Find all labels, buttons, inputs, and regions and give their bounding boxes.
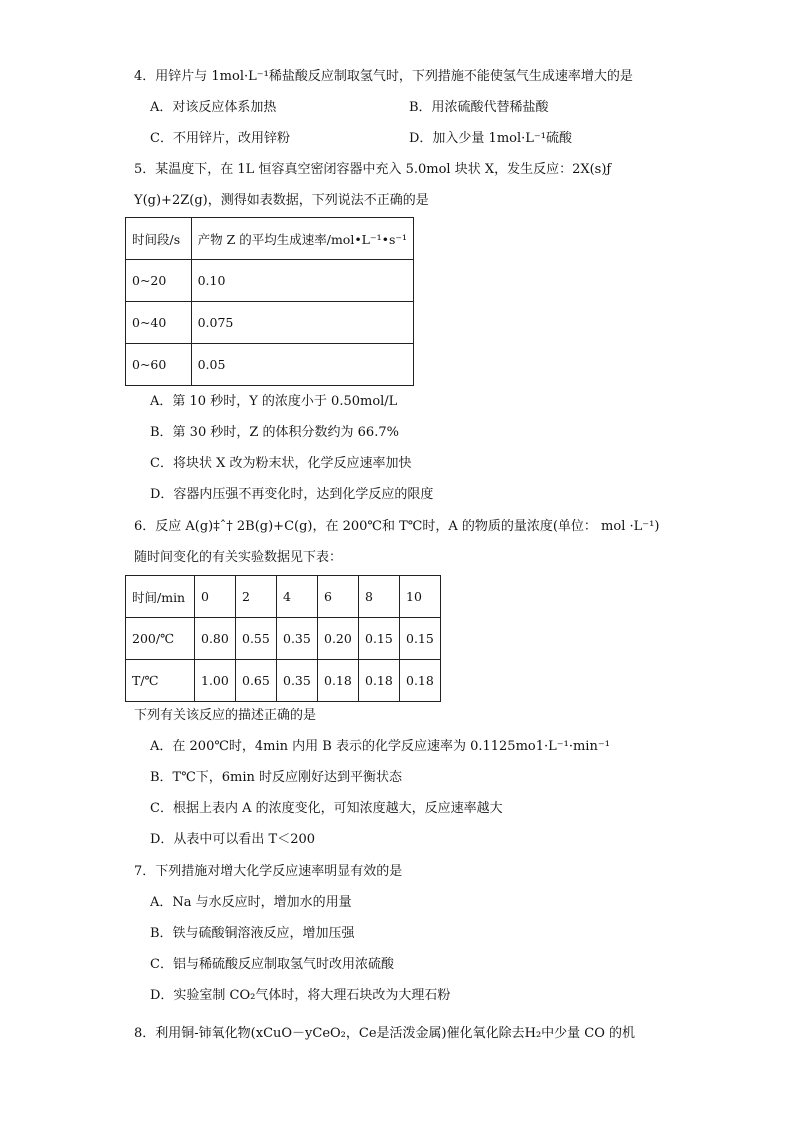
q7-option-b: B．铁与硫酸铜溶液反应，增加压强 — [150, 926, 355, 941]
table-cell: T/℃ — [126, 660, 195, 702]
table-cell: 0.65 — [236, 660, 277, 702]
table-cell: 0~20 — [126, 260, 192, 302]
table-cell: 0.55 — [236, 618, 277, 660]
table-cell: 0.18 — [318, 660, 359, 702]
table-row — [126, 260, 414, 302]
table-row — [126, 302, 414, 344]
table-cell: 8 — [359, 576, 400, 618]
q6-option-c: C．根据上表内 A 的浓度变化，可知浓度越大，反应速率越大 — [150, 801, 503, 816]
q6-option-b: B．T℃下，6min 时反应刚好达到平衡状态 — [150, 770, 403, 785]
q5-stem-line2: Y(g)+2Z(g)，测得如表数据，下列说法不正确的是 — [134, 193, 429, 208]
table-cell: 0.15 — [359, 618, 400, 660]
q4-option-b: B．用浓硫酸代替稀盐酸 — [409, 100, 549, 115]
q6-stem-line1: 6．反应 A(g)‡ˆ† 2B(g)+C(g)，在 200℃和 T℃时，A 的物质的量浓度(单位： mol ·L⁻¹) — [134, 519, 660, 534]
table-cell: 时间/min — [126, 576, 195, 618]
q5-option-a: A．第 10 秒时，Y 的浓度小于 0.50mol/L — [150, 394, 398, 409]
table-cell: 0.075 — [191, 302, 413, 344]
q5-header-rate: 产物 Z 的平均生成速率/mol•L⁻¹•s⁻¹ — [191, 218, 413, 260]
q5-header-time: 时间段/s — [126, 218, 192, 260]
table-cell: 0.15 — [400, 618, 441, 660]
q6-table — [125, 575, 441, 702]
table-cell: 0~40 — [126, 302, 192, 344]
table-cell: 0.35 — [277, 660, 318, 702]
table-cell: 0 — [195, 576, 236, 618]
q4-option-a: A．对该反应体系加热 — [150, 100, 277, 115]
q4-option-d: D．加入少量 1mol·L⁻¹硫酸 — [409, 131, 572, 146]
q8-stem: 8．利用铜-铈氧化物(xCuO－yCeO₂，Ce是活泼金属)催化氧化除去H₂中少量 CO 的机 — [134, 1026, 636, 1041]
table-cell: 0.18 — [359, 660, 400, 702]
q6-after: 下列有关该反应的描述正确的是 — [134, 708, 317, 723]
q5-option-c: C．将块状 X 改为粉末状，化学反应速率加快 — [150, 456, 412, 471]
table-row — [126, 576, 441, 618]
q6-stem-line2: 随时间变化的有关实验数据见下表： — [134, 550, 343, 565]
table-cell: 4 — [277, 576, 318, 618]
table-cell: 0.10 — [191, 260, 413, 302]
q7-option-d: D．实验室制 CO₂气体时，将大理石块改为大理石粉 — [150, 988, 451, 1003]
q7-option-c: C．铝与稀硫酸反应制取氢气时改用浓硫酸 — [150, 957, 394, 972]
table-cell: 0.80 — [195, 618, 236, 660]
table-row — [126, 344, 414, 386]
table-cell: 0.05 — [191, 344, 413, 386]
q4-option-c: C．不用锌片，改用锌粉 — [150, 131, 290, 146]
table-cell: 6 — [318, 576, 359, 618]
q6-option-a: A．在 200℃时，4min 内用 B 表示的化学反应速率为 0.1125mo1·L⁻¹·min⁻¹ — [150, 739, 610, 754]
table-cell: 200/℃ — [126, 618, 195, 660]
table-cell: 0.20 — [318, 618, 359, 660]
table-cell: 2 — [236, 576, 277, 618]
table-cell: 0.35 — [277, 618, 318, 660]
q4-stem: 4．用锌片与 1mol·L⁻¹稀盐酸反应制取氢气时，下列措施不能使氢气生成速率增大的是 — [134, 69, 633, 84]
table-cell: 1.00 — [195, 660, 236, 702]
q5-option-d: D．容器内压强不再变化时，达到化学反应的限度 — [150, 487, 434, 502]
table-cell: 10 — [400, 576, 441, 618]
q7-stem: 7．下列措施对增大化学反应速率明显有效的是 — [134, 864, 403, 879]
table-row — [126, 660, 441, 702]
q5-option-b: B．第 30 秒时，Z 的体积分数约为 66.7% — [150, 425, 399, 440]
table-cell: 0.18 — [400, 660, 441, 702]
q5-table — [125, 217, 414, 386]
table-row — [126, 218, 414, 260]
table-row — [126, 618, 441, 660]
table-cell: 0~60 — [126, 344, 192, 386]
q5-stem-line1: 5．某温度下，在 1L 恒容真空密闭容器中充入 5.0mol 块状 X，发生反应：2X(s)ƒ — [134, 162, 612, 177]
q7-option-a: A．Na 与水反应时，增加水的用量 — [150, 895, 352, 910]
q6-option-d: D．从表中可以看出 T＜200 — [150, 832, 316, 847]
